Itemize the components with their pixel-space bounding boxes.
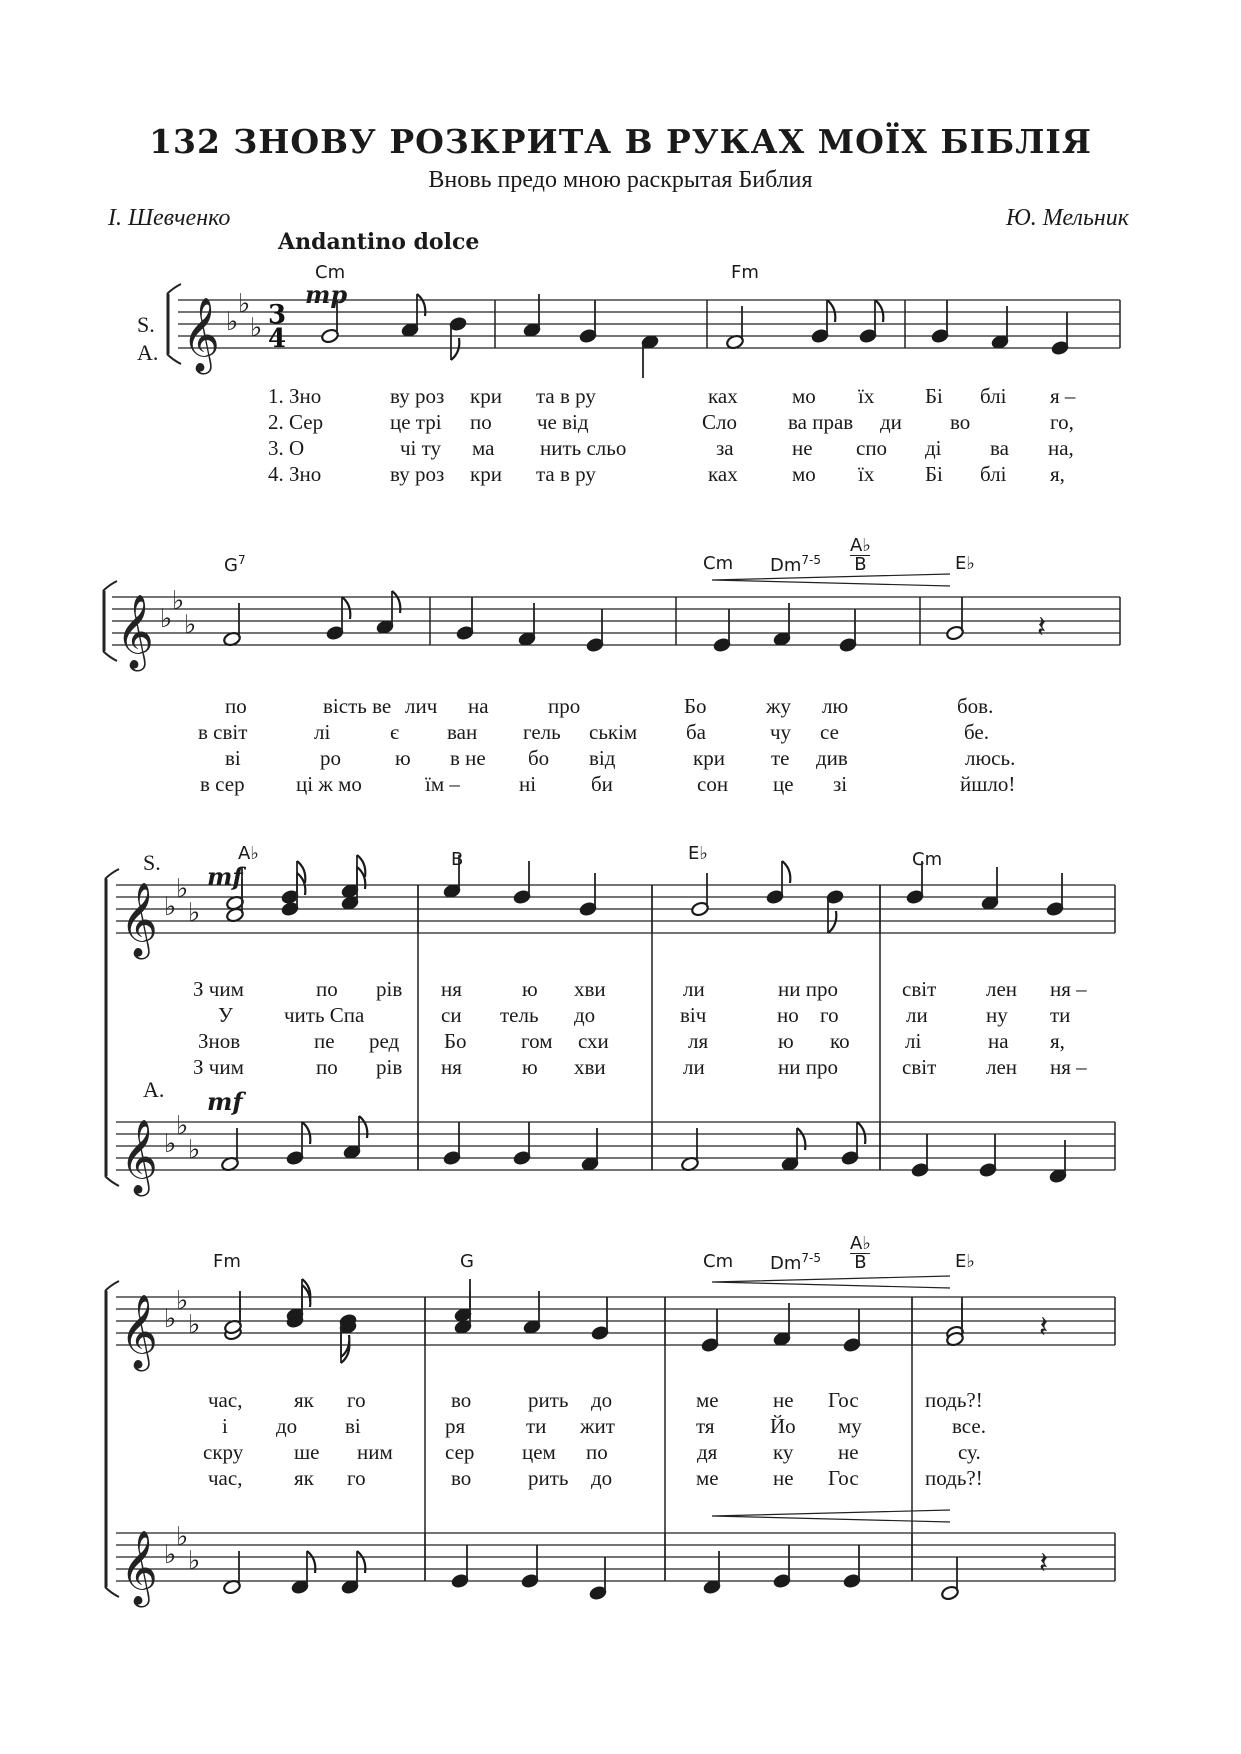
flat-icon: ♭ [164, 1304, 177, 1334]
lyric-syllable: 4. Зно [268, 462, 322, 486]
note-flag [297, 861, 305, 883]
note-flag [875, 300, 883, 322]
treble-clef-icon: 𝄞 [120, 1531, 158, 1605]
flat-icon: ♭ [226, 307, 239, 337]
lyric-syllable: ві [345, 1414, 361, 1438]
chord-extension: 7 [237, 553, 246, 567]
flat-icon: ♭ [188, 1310, 201, 1340]
flat-icon: ♭ [238, 289, 251, 319]
lyric-syllable: Йо [770, 1414, 796, 1438]
lyric-syllable: віч [680, 1003, 707, 1027]
lyric-syllable: гом [521, 1029, 553, 1053]
flat-icon: ♭ [160, 604, 173, 634]
lyric-syllable: ред [369, 1029, 400, 1053]
lyric-syllable: ді [925, 436, 942, 460]
treble-clef-icon: 𝄞 [120, 1120, 158, 1194]
lyric-syllable: в не [450, 746, 486, 770]
dynamic-mf-alto: mf [207, 1087, 243, 1116]
lyric-syllable: за [716, 436, 734, 460]
lyric-syllable: ня – [1050, 977, 1087, 1001]
lyric-syllable: му [838, 1414, 862, 1438]
lyric-syllable: подь?! [925, 1388, 983, 1412]
note-flag [297, 873, 305, 895]
lyric-syllable: і [222, 1414, 228, 1438]
lyric-syllable: чить Спа [284, 1003, 365, 1027]
lyric-syllable: спо [856, 436, 888, 460]
lyric-syllable: не [792, 436, 813, 460]
lyric-syllable: ро [320, 746, 341, 770]
flat-icon: ♭ [176, 1522, 189, 1552]
lyric-syllable: гель [523, 720, 561, 744]
lyric-syllable: ві [225, 746, 241, 770]
lyric-syllable: ба [686, 720, 707, 744]
chord-root: Dm [770, 1253, 802, 1274]
lyric-syllable: рить [528, 1466, 569, 1490]
lyric-syllable: вість ве [323, 694, 392, 718]
lyric-syllable: тя [696, 1414, 715, 1438]
part-label-soprano: S. [137, 312, 155, 337]
flat-icon: ♭ [184, 610, 197, 640]
lyric-syllable: ва [990, 436, 1009, 460]
lyric-syllable: 1. Зно [268, 384, 322, 408]
quarter-rest-icon: 𝄽 [1039, 1546, 1049, 1581]
lyric-syllable: по [316, 1055, 338, 1079]
quarter-rest-icon: 𝄽 [1039, 1310, 1049, 1345]
note-flag [307, 1551, 315, 1573]
lyric-syllable: ли [906, 1003, 928, 1027]
note-flag [357, 867, 365, 889]
lyric-syllable: ня – [1050, 1055, 1087, 1079]
lyric-syllable: я, [1050, 462, 1065, 486]
lyric-syllable: ли [683, 977, 705, 1001]
lyric-syllable: рів [376, 1055, 403, 1079]
lyric-syllable: блі [980, 462, 1007, 486]
lyric-syllable: 2. Сер [268, 410, 324, 434]
lyric-syllable: кри [470, 384, 502, 408]
flat-icon: ♭ [164, 1129, 177, 1159]
lyric-syllable: тель [500, 1003, 539, 1027]
flat-icon: ♭ [164, 892, 177, 922]
chord-symbol: Cm [315, 262, 346, 283]
note-flag [392, 591, 400, 613]
lyric-syllable: ня [441, 1055, 462, 1079]
treble-clef-icon: 𝄞 [120, 883, 158, 957]
lyric-syllable: див [816, 746, 848, 770]
lyric-syllable: го, [1050, 410, 1074, 434]
lyric-syllable: кри [470, 462, 502, 486]
lyric-syllable: ря [445, 1414, 466, 1438]
lyric-syllable: ти [1050, 1003, 1071, 1027]
note-flag [857, 1122, 865, 1144]
lyric-syllable: не [838, 1440, 859, 1464]
flat-icon: ♭ [172, 586, 185, 616]
lyric-syllable: ю [778, 1029, 794, 1053]
lyric-syllable: се [820, 720, 839, 744]
lyric-syllable: час, [208, 1466, 243, 1490]
lyric-syllable: ках [708, 384, 738, 408]
lyric-syllable: ше [294, 1440, 320, 1464]
bracket-hook [103, 651, 117, 661]
chord-symbol: G [460, 1251, 474, 1272]
lyric-syllable: на, [1048, 436, 1074, 460]
lyric-syllable: бо [528, 746, 550, 770]
chord-symbol: Fm [213, 1251, 241, 1272]
lyric-syllable: час, [208, 1388, 243, 1412]
lyric-syllable: ву роз [390, 462, 445, 486]
lyric-syllable: го [347, 1388, 366, 1412]
lyric-syllable: нить сльо [540, 436, 627, 460]
chord-upper: A♭ [850, 1233, 871, 1254]
lyric-syllable: жит [580, 1414, 615, 1438]
lyric-syllable: пе [314, 1029, 335, 1053]
lyric-syllable: все. [952, 1414, 986, 1438]
note-flag [342, 597, 350, 619]
lyric-syllable: З чим [193, 1055, 244, 1079]
lyric-syllable: до [591, 1388, 613, 1412]
bracket-hook [105, 1587, 119, 1597]
chord-root: G [224, 555, 238, 576]
note-flag [417, 294, 425, 316]
lyric-syllable: ку [773, 1440, 794, 1464]
lyric-syllable: рить [528, 1388, 569, 1412]
part-label-alto: A. [143, 1077, 165, 1102]
lyric-syllable: хви [574, 977, 606, 1001]
lyric-syllable: їм – [425, 772, 460, 796]
chord-symbol: A♭ [238, 843, 259, 864]
lyric-syllable: ма [472, 436, 495, 460]
flat-icon: ♭ [164, 1540, 177, 1570]
lyric-syllable: ю [522, 977, 538, 1001]
note-flag [827, 300, 835, 322]
chord-upper: A♭ [850, 535, 871, 556]
chord-symbol: E♭ [688, 843, 708, 864]
lyric-syllable: ди [880, 410, 902, 434]
lyric-syllable: ну [986, 1003, 1008, 1027]
lyric-syllable: та в ру [536, 462, 596, 486]
note-flag [359, 1116, 367, 1138]
flat-icon: ♭ [188, 1546, 201, 1576]
lyric-syllable: ках [708, 462, 738, 486]
lyric-syllable: кри [693, 746, 725, 770]
lyric-syllable: би [591, 772, 613, 796]
lyric-syllable: люсь. [965, 746, 1016, 770]
note-flag [357, 855, 365, 877]
lyric-syllable: Бо [444, 1029, 467, 1053]
tempo-marking: Andantino dolce [278, 229, 480, 255]
lyric-syllable: Бі [925, 384, 943, 408]
lyric-syllable: по [316, 977, 338, 1001]
lyric-syllable: ськім [589, 720, 638, 744]
time-signature-numerator: 3 [268, 300, 287, 330]
bracket-hook [167, 354, 181, 364]
lyric-syllable: ю [395, 746, 411, 770]
lyric-syllable: їх [858, 384, 875, 408]
part-label-soprano: S. [143, 850, 161, 875]
lyric-syllable: від [589, 746, 616, 770]
bracket-hook [167, 284, 181, 294]
lyric-syllable: в сер [200, 772, 245, 796]
bracket-hook [105, 1281, 119, 1291]
treble-clef-icon: 𝄞 [182, 298, 220, 372]
lyric-syllable: ни про [778, 1055, 838, 1079]
lyric-syllable: Бі [925, 462, 943, 486]
lyric-syllable: їх [858, 462, 875, 486]
bracket-hook [105, 869, 119, 879]
lyric-syllable: зі [833, 772, 848, 796]
flat-icon: ♭ [250, 313, 263, 343]
flat-icon: ♭ [176, 874, 189, 904]
chord-symbol: E♭ [955, 1251, 975, 1272]
dynamic-mf-soprano: mf [207, 862, 243, 891]
lyric-syllable: схи [578, 1029, 609, 1053]
chord-lower: B [854, 1252, 867, 1273]
lyric-syllable: на [988, 1029, 1009, 1053]
lyric-syllable: ван [447, 720, 478, 744]
lyric-syllable: ні [519, 772, 537, 796]
lyric-syllable: лен [986, 1055, 1018, 1079]
lyric-syllable: 3. О [268, 436, 305, 460]
chord-symbol: Cm [703, 553, 734, 574]
lyric-syllable: ним [357, 1440, 393, 1464]
lyric-syllable: лю [822, 694, 849, 718]
lyric-syllable: сер [445, 1440, 475, 1464]
lyric-syllable: су. [958, 1440, 981, 1464]
chord-lower: B [854, 554, 867, 575]
flat-icon: ♭ [188, 898, 201, 928]
chord-symbol: E♭ [955, 553, 975, 574]
song-title: 132 ЗНОВУ РОЗКРИТА В РУКАХ МОЇХ БІБЛІЯ [149, 122, 1092, 161]
lyric-syllable: не [773, 1388, 794, 1412]
lyric-syllable: йшло! [960, 772, 1016, 796]
lyric-syllable: рів [376, 977, 403, 1001]
chord-symbol: Fm [731, 262, 759, 283]
lyric-syllable: лич [405, 694, 438, 718]
chord-extension: 7-5 [801, 553, 822, 567]
flat-icon: ♭ [188, 1135, 201, 1165]
part-label-alto: A. [137, 340, 159, 365]
lyric-syllable: Гос [828, 1388, 859, 1412]
bracket-hook [105, 1176, 119, 1186]
lyric-syllable: лі [314, 720, 331, 744]
lyricist-credit: І. Шевченко [108, 205, 231, 231]
note-flag [302, 1122, 310, 1144]
lyric-syllable: мо [792, 462, 816, 486]
lyric-syllable: хви [574, 1055, 606, 1079]
lyric-syllable: лен [986, 977, 1018, 1001]
lyric-syllable: дя [697, 1440, 718, 1464]
lyric-syllable: чі ту [400, 436, 442, 460]
lyric-syllable: бов. [957, 694, 994, 718]
treble-clef-icon: 𝄞 [120, 1295, 158, 1369]
lyric-syllable: до [276, 1414, 298, 1438]
lyric-syllable: я – [1050, 384, 1076, 408]
lyric-syllable: си [441, 1003, 462, 1027]
lyric-syllable: це [773, 772, 794, 796]
lyric-syllable: ня [441, 977, 462, 1001]
note-flag [357, 1551, 365, 1573]
lyric-syllable: ля [688, 1029, 709, 1053]
lyric-syllable: ме [696, 1388, 719, 1412]
crescendo-hairpin [712, 1510, 950, 1522]
lyric-syllable: Гос [828, 1466, 859, 1490]
lyric-syllable: бе. [964, 720, 989, 744]
lyric-syllable: як [294, 1466, 314, 1490]
lyric-syllable: по [586, 1440, 608, 1464]
lyric-syllable: У [218, 1003, 233, 1027]
lyric-syllable: ва прав [788, 410, 854, 434]
lyric-syllable: че від [537, 410, 589, 434]
time-signature-denominator: 4 [268, 324, 287, 354]
lyric-syllable: до [574, 1003, 596, 1027]
chord-root: Dm [770, 555, 802, 576]
lyric-syllable: світ [902, 1055, 937, 1079]
lyric-syllable: жу [766, 694, 792, 718]
lyric-syllable: на [468, 694, 489, 718]
bracket-hook [103, 581, 117, 591]
lyric-syllable: Сло [702, 410, 737, 434]
flat-icon: ♭ [176, 1286, 189, 1316]
lyric-syllable: го [347, 1466, 366, 1490]
lyric-syllable: во [950, 410, 971, 434]
lyric-syllable: по [470, 410, 492, 434]
lyric-syllable: по [225, 694, 247, 718]
lyric-syllable: в світ [198, 720, 248, 744]
lyric-syllable: Бо [684, 694, 707, 718]
lyric-syllable: те [771, 746, 790, 770]
lyric-syllable: го [820, 1003, 839, 1027]
composer-credit: Ю. Мельник [1006, 205, 1129, 231]
treble-clef-icon: 𝄞 [116, 595, 154, 669]
lyric-syllable: ли [683, 1055, 705, 1079]
lyric-syllable: чу [770, 720, 792, 744]
lyric-syllable: не [773, 1466, 794, 1490]
lyric-syllable: во [451, 1388, 472, 1412]
lyric-syllable: цем [522, 1440, 556, 1464]
lyric-syllable: но [777, 1003, 799, 1027]
note-flag [782, 861, 790, 883]
lyric-syllable: до [591, 1466, 613, 1490]
quarter-rest-icon: 𝄽 [1037, 610, 1047, 645]
lyric-syllable: я, [1050, 1029, 1065, 1053]
flat-icon: ♭ [176, 1111, 189, 1141]
chord-symbol: Cm [912, 849, 943, 870]
lyric-syllable: це трі [390, 410, 442, 434]
lyric-syllable: Знов [198, 1029, 241, 1053]
lyric-syllable: та в ру [536, 384, 596, 408]
crescendo-hairpin [712, 1276, 950, 1288]
note-flag [828, 911, 836, 933]
lyric-syllable: ни про [778, 977, 838, 1001]
lyric-syllable: мо [792, 384, 816, 408]
chord-extension: 7-5 [801, 1251, 822, 1265]
lyric-syllable: ці ж мо [296, 772, 362, 796]
lyric-syllable: про [548, 694, 581, 718]
dynamic-mp: mp [305, 280, 348, 309]
lyric-syllable: ву роз [390, 384, 445, 408]
song-subtitle: Вновь предо мною раскрытая Библия [428, 167, 813, 193]
lyric-syllable: ю [522, 1055, 538, 1079]
lyric-syllable: сон [697, 772, 729, 796]
note-flag [451, 338, 459, 360]
lyric-syllable: скру [203, 1440, 244, 1464]
lyric-syllable: подь?! [925, 1466, 983, 1490]
lyric-syllable: З чим [193, 977, 244, 1001]
note-flag [797, 1128, 805, 1150]
chord-symbol: Cm [703, 1251, 734, 1272]
lyric-syllable: ти [526, 1414, 547, 1438]
lyric-syllable: лі [905, 1029, 922, 1053]
lyric-syllable: є [390, 720, 400, 744]
crescendo-hairpin [712, 574, 950, 586]
chord-symbol: B [451, 849, 464, 870]
lyric-syllable: як [294, 1388, 314, 1412]
lyric-syllable: світ [902, 977, 937, 1001]
lyric-syllable: блі [980, 384, 1007, 408]
lyric-syllable: во [451, 1466, 472, 1490]
lyric-syllable: ко [830, 1029, 850, 1053]
lyric-syllable: ме [696, 1466, 719, 1490]
